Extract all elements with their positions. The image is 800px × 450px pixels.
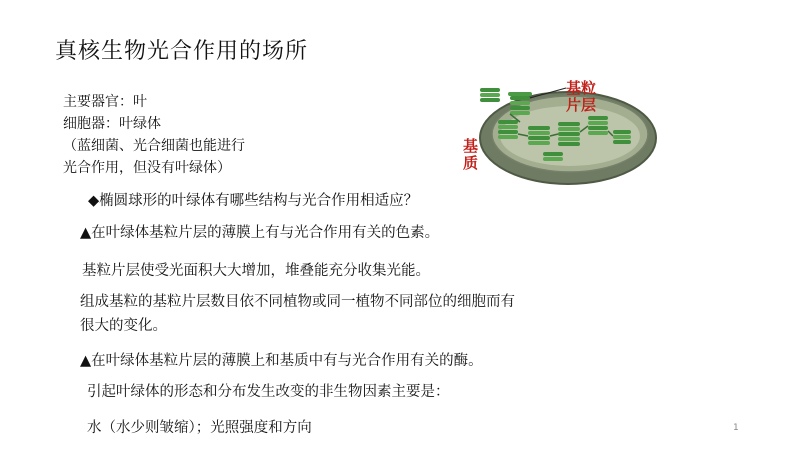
intro-line: 光合作用，但没有叶绿体）	[63, 160, 231, 176]
stroma-label: 基质	[463, 137, 479, 172]
point-granum-variation	[80, 290, 515, 338]
point-line: 很大的变化。	[80, 318, 167, 334]
point-enzymes: ▲在叶绿体基粒片层的薄膜上和基质中有与光合作用有关的酶。	[80, 353, 483, 369]
point-abiotic-factors: 引起叶绿体的形态和分布发生改变的非生物因素主要是：	[87, 384, 450, 400]
point-line: 组成基粒的基粒片层数目依不同植物或同一植物不同部位的细胞而有	[80, 294, 515, 310]
intro-block	[63, 91, 245, 179]
granum-stack	[508, 92, 532, 96]
granum-stack	[558, 122, 580, 146]
granum-label: 基粒片层	[566, 79, 597, 114]
intro-line: 主要器官：叶	[63, 94, 147, 110]
granum-stack	[480, 88, 500, 102]
page-number: 1	[733, 423, 739, 433]
slide-title: 真核生物光合作用的场所	[55, 39, 309, 64]
question-text: ◆椭圆球形的叶绿体有哪些结构与光合作用相适应？	[88, 193, 419, 209]
point-light-area: 基粒片层使受光面积大大增加，堆叠能充分收集光能。	[82, 263, 430, 279]
point-pigments: ▲在叶绿体基粒片层的薄膜上有与光合作用有关的色素。	[80, 225, 440, 241]
intro-line: （蓝细菌、光合细菌也能进行	[63, 138, 245, 154]
intro-line: 细胞器：叶绿体	[63, 116, 161, 132]
point-water-light: 水（水少则皱缩）；光照强度和方向	[87, 420, 312, 436]
granum-stack	[613, 130, 631, 144]
chloroplast-diagram	[458, 76, 658, 188]
